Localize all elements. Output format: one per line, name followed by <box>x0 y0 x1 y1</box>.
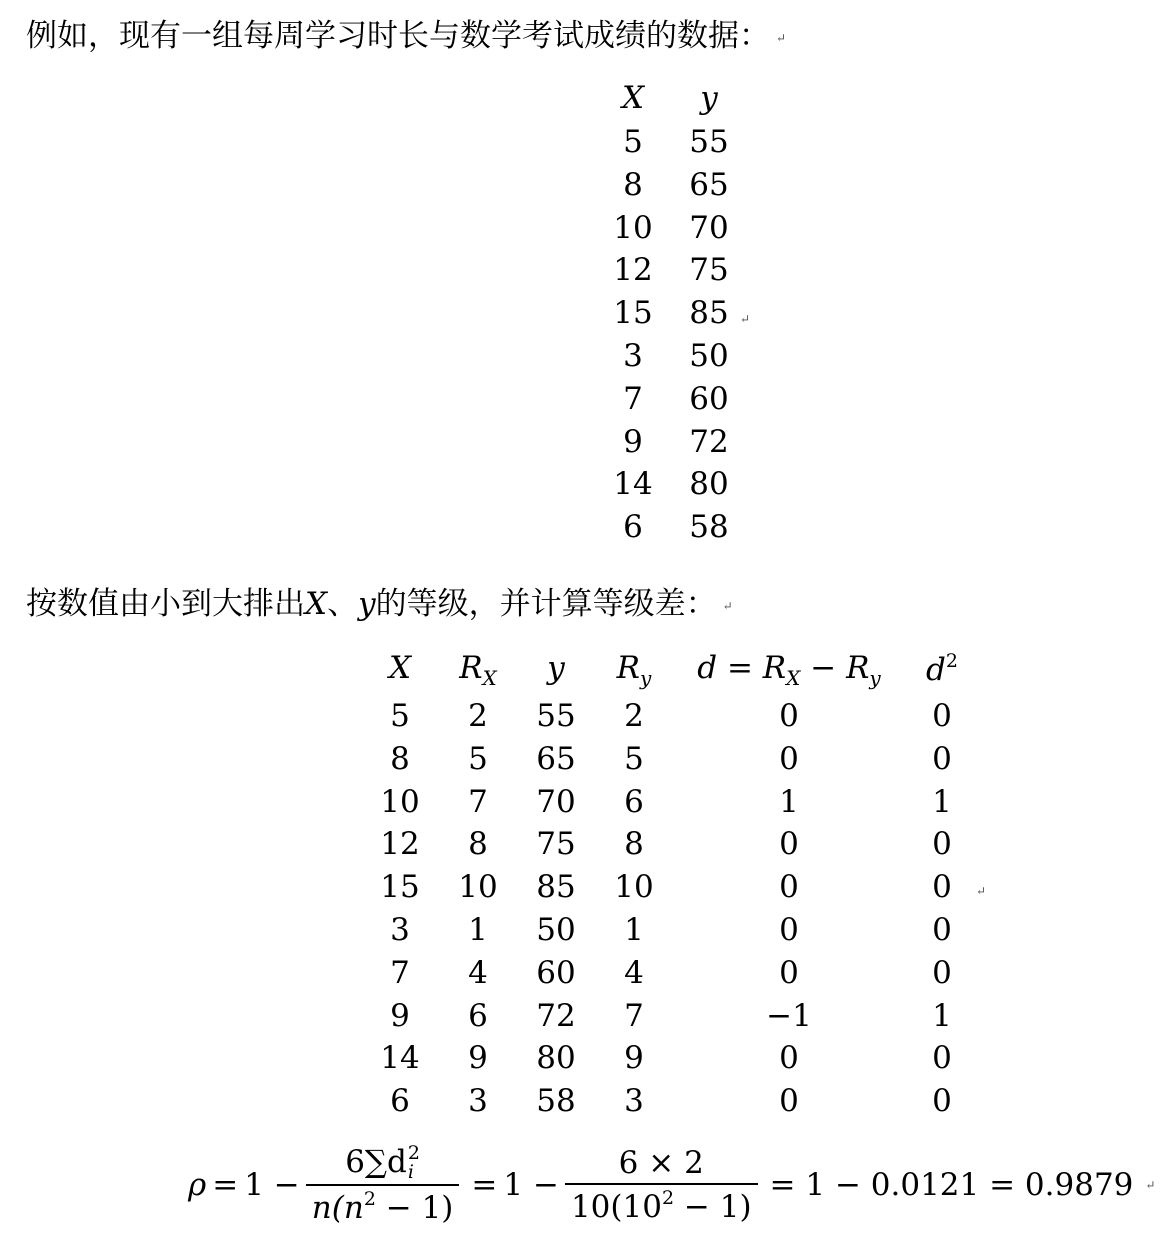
table1-cell-x: 7 <box>623 380 643 417</box>
paragraph-mark: ↵ <box>722 598 733 613</box>
formula-one-minus: 1 − <box>503 1167 559 1203</box>
table2-cell-ry: 8 <box>624 826 644 863</box>
table2-cell-y: 80 <box>536 1040 576 1077</box>
table2-cell-d: 0 <box>779 1083 799 1120</box>
table2-cell-y: 70 <box>536 783 576 820</box>
table1-cell-y: 80 <box>689 466 729 503</box>
table2-cell-ry: 5 <box>624 740 644 777</box>
table2-cell-y: 58 <box>536 1083 576 1120</box>
table2-cell-d: 0 <box>779 869 799 906</box>
table1-header-y: y <box>700 80 718 116</box>
table1-cell-y: 55 <box>689 124 729 160</box>
table2-cell-d: 1 <box>779 783 799 820</box>
table2-cell-x: 9 <box>390 997 410 1034</box>
formula-one-minus: 1 − <box>244 1167 300 1203</box>
table2-cell-x: 6 <box>390 1083 410 1120</box>
paragraph-mark: ↵ <box>740 312 751 326</box>
table2-cell-x: 8 <box>390 740 410 777</box>
formula-eq: = <box>212 1167 239 1203</box>
table2-cell-d2: 0 <box>932 1040 952 1077</box>
table2-header-x: X <box>388 650 412 686</box>
table2-cell-d: 0 <box>779 1040 799 1077</box>
table2-header-d: $d = R_X - R_y$ <box>697 650 881 690</box>
table1-cell-y: 75 <box>689 252 729 289</box>
table2-cell-d2: 0 <box>932 912 952 948</box>
table1-cell-x: 15 <box>613 295 653 332</box>
table2-cell-d2: 1 <box>932 783 952 820</box>
table2-cell-ry: 1 <box>624 912 644 948</box>
rank-suffix: 的等级，并计算等级差： <box>375 586 717 622</box>
table2-cell-rx: 5 <box>468 740 488 777</box>
table2-cell-d: 0 <box>779 826 799 863</box>
intro-text: 例如，现有一组每周学习时长与数学考试成绩的数据： <box>26 18 770 54</box>
table1-cell-x: 6 <box>623 509 643 546</box>
rank-var-x: X <box>305 586 328 622</box>
table2-cell-rx: 6 <box>468 997 488 1034</box>
table1-cell-y: 60 <box>689 380 729 417</box>
table1-cell-y: 85 <box>689 295 729 332</box>
table2-header-y: y <box>547 650 565 686</box>
table2-cell-y: 85 <box>536 869 576 906</box>
table2-cell-ry: 6 <box>624 783 644 820</box>
rank-paragraph <box>26 578 733 623</box>
table2-cell-rx: 7 <box>468 783 488 820</box>
table2-cell-x: 15 <box>380 869 420 906</box>
table1-cell-y: 70 <box>689 209 729 246</box>
table2-header-ry: $R_y$ <box>616 650 652 690</box>
table2-cell-rx: 3 <box>468 1083 488 1120</box>
table1-cell-x: 3 <box>623 338 643 374</box>
table2-cell-rx: 2 <box>468 698 488 734</box>
table2-cell-rx: 10 <box>458 869 498 906</box>
intro-paragraph <box>26 10 786 55</box>
table2-cell-d2: 0 <box>932 1083 952 1120</box>
table2-cell-x: 7 <box>390 954 410 991</box>
rank-separator: 、 <box>327 586 359 622</box>
paragraph-mark: ↵ <box>1145 1178 1156 1192</box>
table2-cell-d2: 1 <box>932 997 952 1034</box>
table2-cell-d: 0 <box>779 698 799 734</box>
table2-cell-y: 60 <box>536 954 576 991</box>
table2-cell-d: 0 <box>779 912 799 948</box>
table2-cell-d2: 0 <box>932 740 952 777</box>
table2-cell-ry: 2 <box>624 698 644 734</box>
table2-header-rx: $R_X$ <box>459 650 497 690</box>
table2-cell-rx: 8 <box>468 826 488 863</box>
table2-cell-x: 14 <box>380 1040 420 1077</box>
table2-cell-ry: 3 <box>624 1083 644 1120</box>
table1-cell-x: 14 <box>613 466 653 503</box>
table1-cell-y: 65 <box>689 166 729 203</box>
table1-cell-x: 5 <box>623 124 643 160</box>
table2-cell-x: 10 <box>380 783 420 820</box>
spearman-formula <box>188 1135 1155 1235</box>
table2-cell-y: 50 <box>536 912 576 948</box>
table2-cell-ry: 7 <box>624 997 644 1034</box>
table1-header-x: X <box>621 80 645 116</box>
table2-cell-y: 72 <box>536 997 576 1034</box>
table2-cell-d: 0 <box>779 740 799 777</box>
paragraph-mark: ↵ <box>976 884 987 898</box>
formula-rho: ρ <box>188 1167 207 1203</box>
paragraph-mark: ↵ <box>776 30 787 45</box>
table2-cell-rx: 1 <box>468 912 488 948</box>
table1-cell-y: 58 <box>689 509 729 546</box>
formula-eq: = <box>471 1167 498 1203</box>
table2-cell-d2: 0 <box>932 826 952 863</box>
table2-cell-x: 5 <box>390 698 410 734</box>
table2-header-d2: $d^2$ <box>926 650 958 688</box>
table1-cell-y: 50 <box>689 338 729 374</box>
table1-cell-y: 72 <box>689 423 729 460</box>
table2-cell-ry: 9 <box>624 1040 644 1077</box>
table2-cell-d2: 0 <box>932 869 952 906</box>
table2-cell-d: 0 <box>779 954 799 991</box>
table1-cell-x: 9 <box>623 423 643 460</box>
formula-fraction-values: $\frac{6 \times 2}{10(10^2 - 1)}$ <box>565 1145 758 1225</box>
table2-cell-d2: 0 <box>932 954 952 991</box>
table1-cell-x: 10 <box>613 209 653 246</box>
table2-cell-ry: 10 <box>614 869 654 906</box>
table1-cell-x: 12 <box>613 252 653 289</box>
formula-fraction-general: 6∑d 2 i $n(n^2 - 1)$ <box>306 1144 460 1227</box>
table2-cell-d: −1 <box>766 997 812 1034</box>
table2-cell-y: 75 <box>536 826 576 863</box>
rank-prefix: 按数值由小到大排出 <box>26 586 305 622</box>
table1-cell-x: 8 <box>623 166 643 203</box>
table2-cell-rx: 9 <box>468 1040 488 1077</box>
table2-cell-y: 55 <box>536 698 576 734</box>
table2-cell-y: 65 <box>536 740 576 777</box>
formula-result: = 1 − 0.0121 = 0.9879 <box>769 1167 1134 1203</box>
rank-var-y: y <box>358 586 376 622</box>
table2-cell-x: 3 <box>390 912 410 948</box>
table2-cell-rx: 4 <box>468 954 488 991</box>
table2-cell-x: 12 <box>380 826 420 863</box>
table2-cell-d2: 0 <box>932 698 952 734</box>
table2-cell-ry: 4 <box>624 954 644 991</box>
